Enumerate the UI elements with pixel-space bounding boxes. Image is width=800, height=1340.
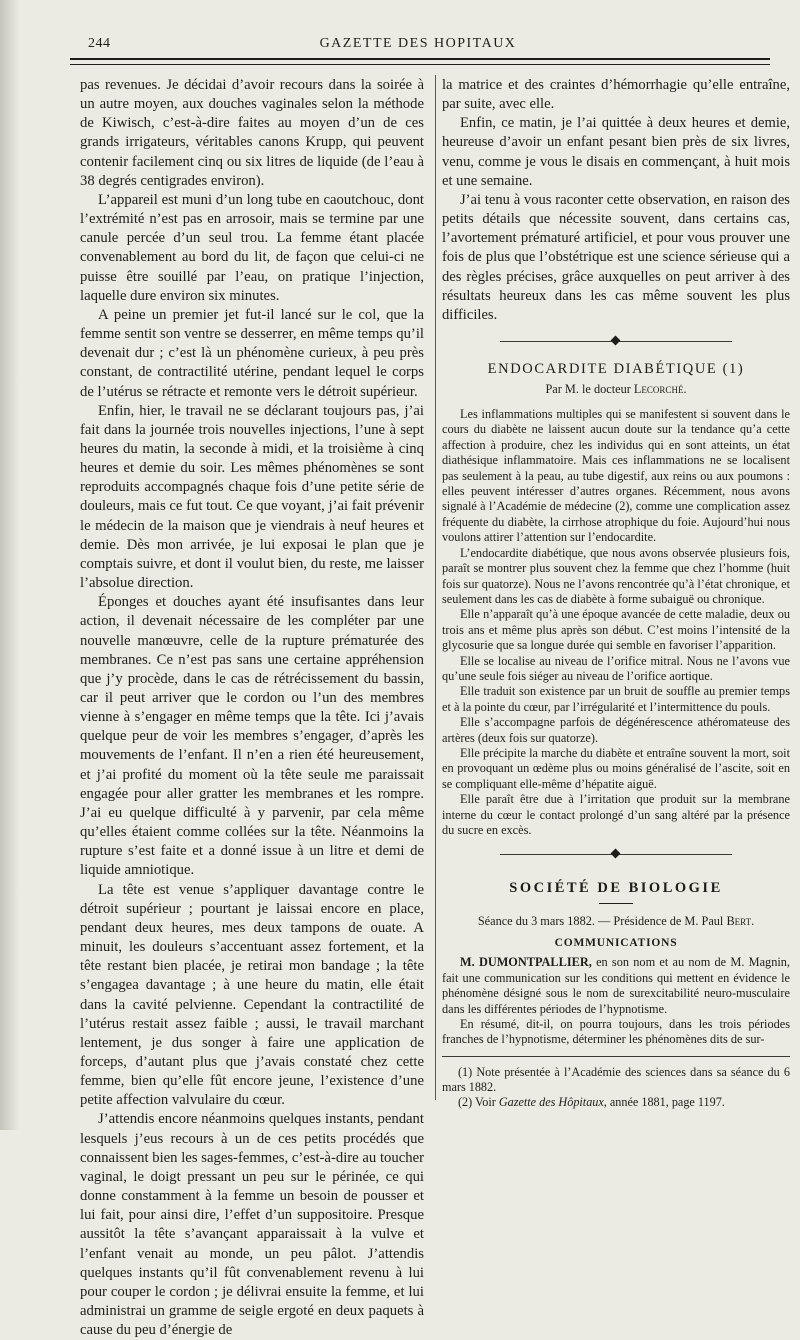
paragraph: Enfin, ce matin, je l’ai quittée à deux heures et demie, heureuse d’avoir un enfant pesant bien près de six livres, venu, comme je vous le disais en commençant, à huit mois et une semaine. <box>442 115 790 189</box>
footnote <box>442 1095 790 1110</box>
endocardite-byline: Par M. le docteur Lecorché. <box>545 382 687 397</box>
paragraph <box>442 955 790 1017</box>
footnotes <box>442 1065 790 1111</box>
footnote: (1) Note présentée à l’Académie des sciences dans sa séance du 6 mars 1882. <box>442 1064 790 1095</box>
speaker-name: M. DUMONTPALLIER, <box>460 955 592 970</box>
journal-title: GAZETTE DES HOPITAUX <box>319 36 517 51</box>
endocardite-title: ENDOCARDITE DIABÉTIQUE (1) <box>487 361 745 378</box>
biologie-body <box>442 955 790 1047</box>
paragraph: Elle n’apparaît qu’à une époque avancée de cette maladie, deux ou trois ans et même plus après son début. C’est moins l’intensité de la glycosurie que sa longue durée qui semble en favoriser l’apparition. <box>442 607 790 653</box>
paragraph: A peine un premier jet fut-il lancé sur le col, que la femme sentit son ventre se desserrer, en même temps qu’il devenait dur ; c’est là un phénomène curieux, à peu près constant, de contractilité utérine, pendant lequel le corps de l’utérus se rétracte et remonte vers le détroit supérieur. <box>80 306 424 400</box>
paragraph: Les inflammations multiples qui se manifestent si souvent dans le cours du diabète ne laissent aucun doute sur la tendance qu’a cette affection à produire, chez les individus qui en sont atteints, un état diathésique inflammatoire. Mais ces inflammations ne se localisent pas seulement à la peau, au tube digestif, aux reins ou aux poumons : elles peuvent intéresser d’autres organes. Récemment, nous avons signalé à l’Académie de médecine (2), comme une complication assez fréquente du diabète, la cirrhose atrophique du foie. Aujourd’hui nous voulons attirer l’attention sur l’endocardite. <box>442 407 790 545</box>
byline-prefix: Par M. le docteur <box>545 382 631 397</box>
seance-prefix: Séance du 3 mars 1882. — Présidence de M. Paul <box>477 914 724 929</box>
separator-diamond-icon <box>611 849 621 859</box>
paragraph: En résumé, dit-il, on pourra toujours, dans les trois périodes franches de l’hypnotisme, déterminer les phénomènes dits de sur- <box>442 1017 790 1047</box>
communications-heading: COMMUNICATIONS <box>554 937 678 950</box>
section-separator <box>442 335 790 349</box>
paragraph: la matrice et des craintes d’hémorrhagie qu’elle entraîne, par suite, avec elle. <box>442 77 790 113</box>
header-rule-thick <box>70 58 770 60</box>
page-number: 244 <box>88 36 111 51</box>
footnote-journal: Gazette des Hôpitaux <box>498 1095 604 1110</box>
section-separator <box>442 848 790 862</box>
footnote-prefix: (2) Voir <box>458 1095 496 1110</box>
byline-author: Lecorché <box>633 382 684 397</box>
left-column <box>80 76 424 1340</box>
president-name: Bert. <box>726 914 755 929</box>
paragraph-text: en son nom et au nom de M. Magnin, fait une communication sur les conditions qui mettent en évidence le phénomène désigné sous le nom de surexcitabilité neuro-musculaire dans les différentes périodes de l’hypnotisme. <box>442 955 790 1016</box>
header-rule-thin <box>70 64 770 65</box>
paragraph: L’appareil est muni d’un long tube en caoutchouc, dont l’extrémité n’est pas en arrosoir, mais se termine par une canule percée d’un seul trou. La femme étant placée convenablement au bord du lit, de façon que celui-ci ne puisse être souillé par l’eau, on pratique l’injection, laquelle dure environ six minutes. <box>80 191 424 304</box>
biologie-title: SOCIÉTÉ DE BIOLOGIE <box>509 880 723 897</box>
paragraph: J’ai tenu à vous raconter cette observation, en raison des petits détails que nécessite souvent, dans certains cas, l’avortement prématuré artificiel, et pour vous prouver une fois de plus que l’obstétrique est une science sérieuse qui a des règles précises, grâce auxquelles on peut arriver à des résultats heureux dans les cas même souvent les plus difficiles. <box>442 191 790 323</box>
right-column <box>442 76 790 1110</box>
paragraph: Éponges et douches ayant été insufisantes dans leur action, il devenait nécessaire de les compléter par une nouvelle manœuvre, celle de la rupture prématurée des membranes. Ce n’est pas sans une certaine appréhension que j’y procède, dans le cas de rétrécissement du bassin, car il peut arriver que le cordon ou l’un des membres vienne à s’engager en même temps que la tête. Ici j’avais quelque peur de voir les membres s’engager, d’après les mouvements de l’enfant. Il n’en a rien été heureusement, et j’ai profité du moment où la tête seule me paraissait engagée pour aller gratter les membranes et les rompre. J’ai eu quelque difficulté à y parvenir, par cela même qu’elles étaient comme collées sur la tête. Néanmoins la rupture s’est faite et a donné issue à un litre et demi de liquide amniotique. <box>80 594 424 879</box>
paragraph: Elle se localise au niveau de l’orifice mitral. Nous ne l’avons vue qu’une seule fois siéger au niveau de l’orifice aortique. <box>442 653 790 683</box>
paragraph: J’attendis encore néanmoins quelques instants, pendant lesquels j’eus recours à un de ces petits procédés que connaissent bien les sages-femmes, c’est-à-dire au toucher vaginal, le doigt pressant un peu sur le périnée, ce qui donne constamment à la femme un besoin de pousser et lui fait, pour ainsi dire, l’effet d’un suppositoire. Presque aussitôt la tête s’avançant apparaissait à la vulve et l’enfant venait au monde, un peu pâlot. J’attendis quelques instants qu’il fût convenablement revenu à lui pour couper le cordon ; je délivrai ensuite la femme, et lui administrai un gramme de seigle ergoté en deux paquets à cause du peu d’énergie de <box>80 1111 424 1339</box>
paragraph: La tête est venue s’appliquer davantage contre le détroit supérieur ; pourtant je laissai encore en place, pendant deux heures, mes deux tampons de ouate. A minuit, les douleurs s’accentuant assez fortement, et la tête restant bien placée, je retirai mon bandage ; la tête s’engagea davantage ; à une heure du matin, elle était dans la cavité pelvienne. Cependant la contractilité de l’utérus restait assez faible ; aussi, le travail marchant lentement, je dus songer à faire une application de forceps, d’autant plus que j’avais constaté chez cette femme, bien qu’elle fût encore jeune, l’existence d’une petite affection valvulaire du cœur. <box>80 881 424 1109</box>
footnote-rule <box>442 1056 790 1057</box>
paragraph: L’endocardite diabétique, que nous avons observée plusieurs fois, paraît se montrer plus souvent chez la femme que chez l’homme (huit fois sur quatorze). Nous ne l’avons rencontrée qu’à l’état chronique, et seulement dans les cas de diabète à forme subaiguë ou chronique. <box>442 545 790 606</box>
endocardite-body <box>442 407 790 838</box>
paragraph: Elle précipite la marche du diabète et entraîne souvent la mort, soit en provoquant un œdème plus ou moins généralisé de l’ascite, soit en se compliquant elle-même d’hépatite aiguë. <box>442 745 790 791</box>
title-underline <box>599 903 633 904</box>
obstetric-continuation <box>442 76 790 325</box>
footnote-suffix: , année 1881, page 1197. <box>603 1095 725 1110</box>
page-header <box>62 36 774 56</box>
paragraph: Elle paraît être due à l’irritation que produit sur la membrane interne du cœur le contact prolongé d’un sang altéré par la présence du sucre en excès. <box>442 792 790 837</box>
column-divider <box>435 75 436 1100</box>
separator-diamond-icon <box>611 336 621 346</box>
paragraph: Enfin, hier, le travail ne se déclarant toujours pas, j’ai fait dans la journée trois nouvelles injections, l’une à sept heures du matin, la seconde à midi, et la troisième à cinq heures et demie du soir. Les mêmes phénomènes se sont reproduits accompagnés chaque fois d’une petite série de douleurs, mais ce fut tout. Ce que voyant, j’ai fait prévenir le médecin de la maison que je viendrais à neuf heures et demie. Dès mon arrivée, je lui exposai le plan que je comptais suivre, et dont il voulut bien, du reste, me laisser l’absolue direction. <box>80 402 424 592</box>
paragraph: Elle s’accompagne parfois de dégénérescence athéromateuse des artères (deux fois sur quatorze). <box>442 715 790 745</box>
paragraph: Elle traduit son existence par un bruit de souffle au premier temps et à la pointe du cœur, par l’irrégularité et l’intermittence du pouls. <box>442 684 790 714</box>
paragraph: pas revenues. Je décidai d’avoir recours dans la soirée à un autre moyen, aux douches vaginales selon la méthode de Kiwisch, c’est-à-dire faites au moyen d’un de ces grands irrigateurs, véritables canons Krupp, qui peuvent contenir facilement cinq ou six litres de liquide (de l’eau à 38 degrés centigrades environ). <box>80 77 424 189</box>
seance-line <box>442 914 790 929</box>
page-binding-edge <box>0 0 20 1130</box>
